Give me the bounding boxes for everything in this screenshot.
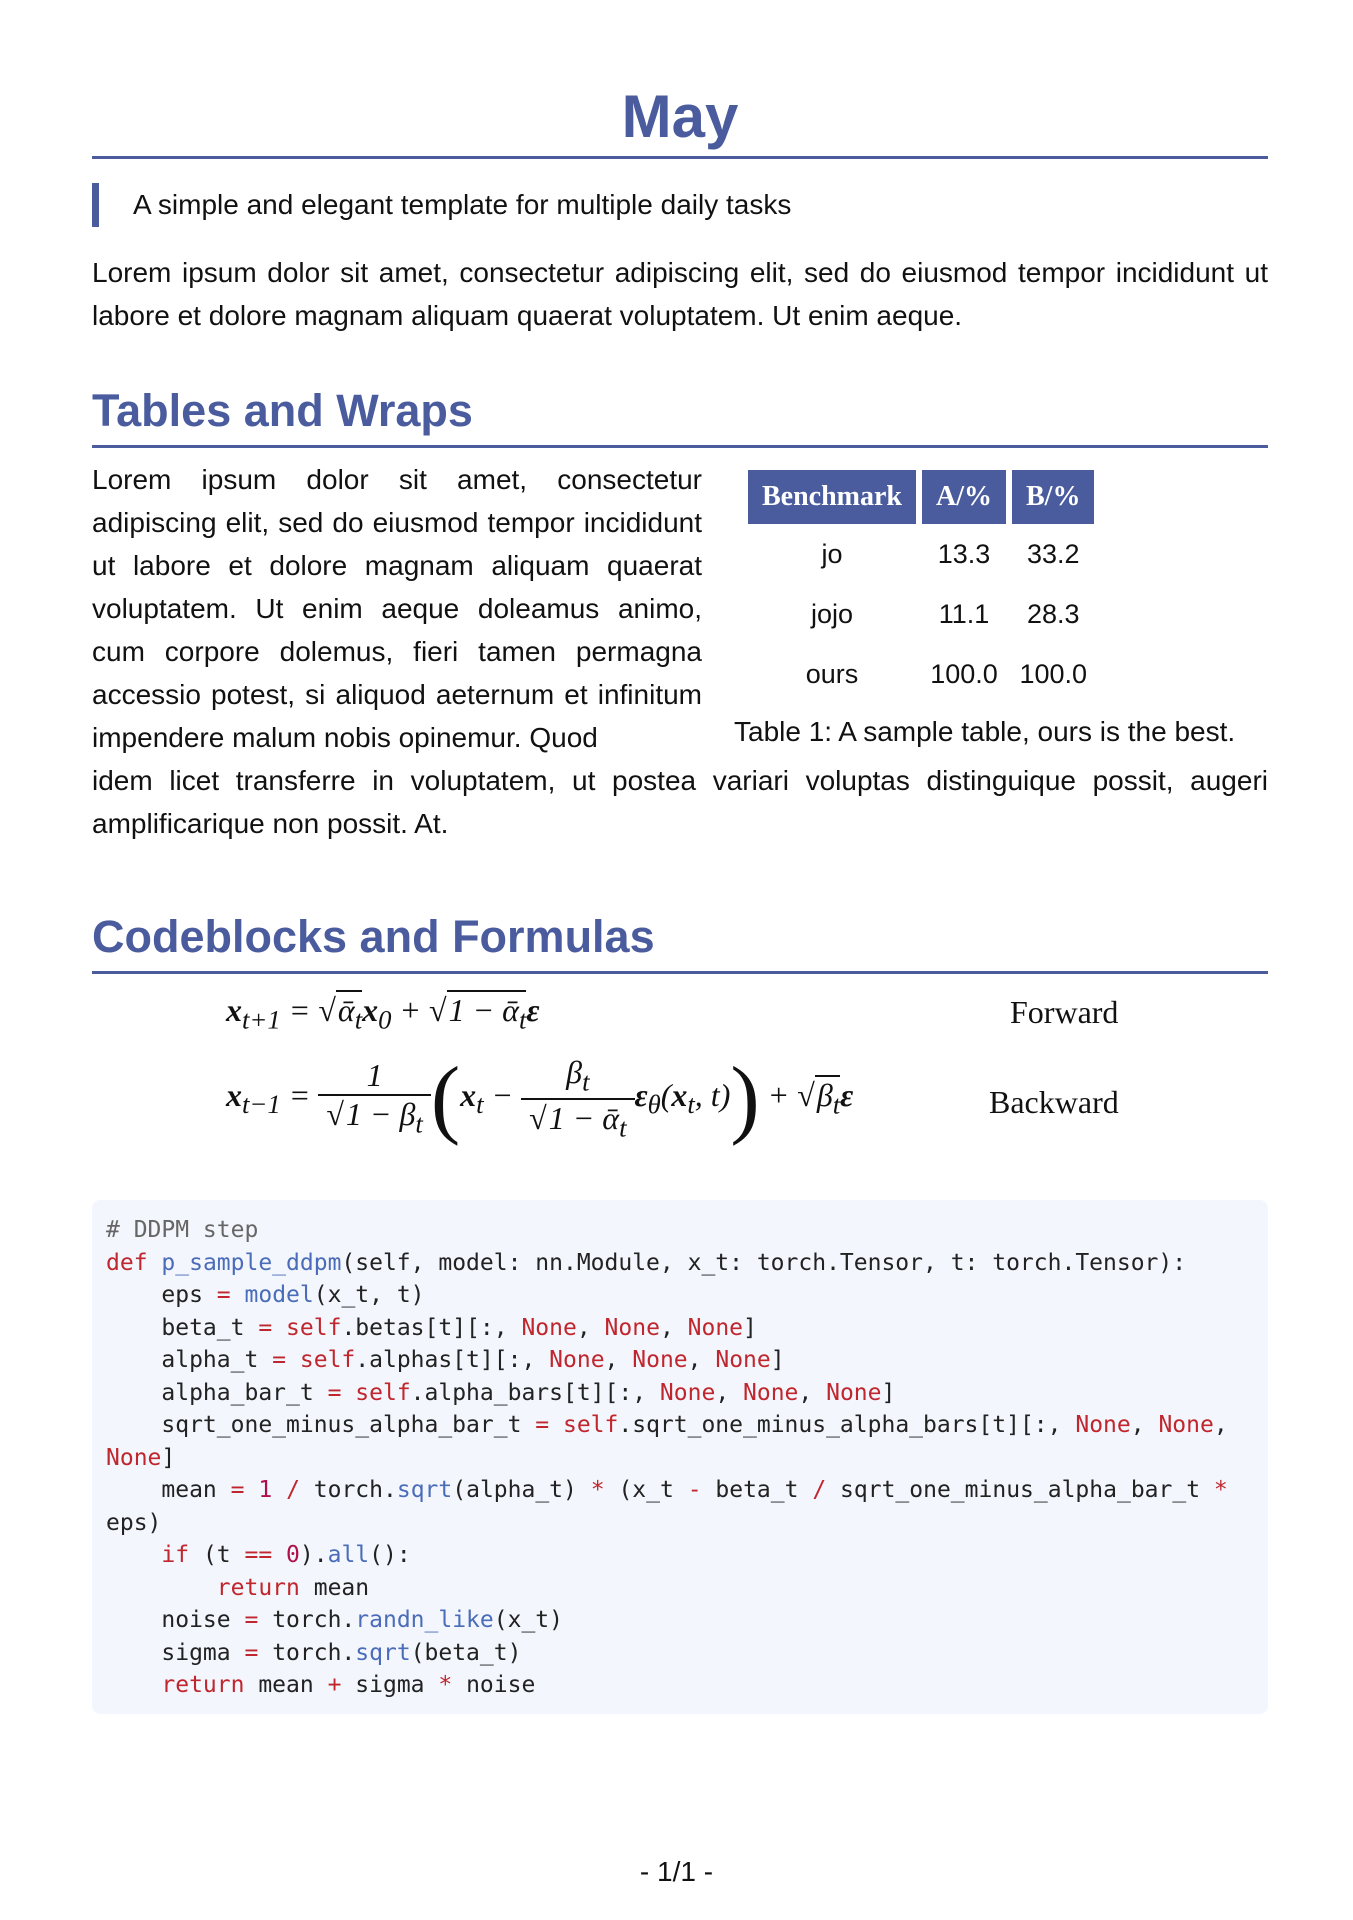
- sample-table: [742, 470, 1100, 704]
- wrap-paragraph-tail: idem licet transferre in voluptatem, ut postea variari voluptas distinguique possit, augeri amplificarique non possit. At.: [92, 765, 1268, 839]
- table-caption: Table 1: A sample table, ours is the best.: [734, 716, 1236, 747]
- intro-paragraph: Lorem ipsum dolor sit amet, consectetur adipiscing elit, sed do eiusmod tempor incididunt ut labore et dolore magnam aliquam quaerat voluptatem. Ut enim aeque.: [92, 257, 1268, 331]
- table-header: B/%: [1012, 470, 1094, 524]
- page: [92, 0, 1268, 1714]
- table-cell: jojo: [810, 598, 854, 629]
- table-header: A/%: [922, 470, 1006, 524]
- section-heading-code: Codeblocks and Formulas: [92, 911, 655, 962]
- table-cell: 13.3: [937, 538, 991, 569]
- forward-equation: $x_{t+1}$ = $√ᾱ_tx_0 + √1$ − ᾱ$_t$ε: [226, 992, 540, 1035]
- table-row: [748, 524, 1094, 584]
- wrap-section: [92, 458, 1268, 867]
- table-cell: 100.0: [930, 658, 998, 689]
- table-cell: ours: [805, 658, 859, 689]
- section-rule: [92, 971, 1268, 974]
- section-heading-tables: Tables and Wraps: [92, 385, 473, 436]
- table-row: [748, 584, 1094, 644]
- subtitle: A simple and elegant template for multiple daily tasks: [92, 183, 1268, 227]
- section-rule: [92, 445, 1268, 448]
- table-row: [748, 644, 1094, 704]
- table-cell: 100.0: [1019, 658, 1088, 689]
- title-rule: [92, 156, 1268, 159]
- code-block: # DDPM step def p_sample_ddpm(self, model: nn.Module, x_t: torch.Tensor, t: torch.Tensor): eps = model(x_t, t) beta_t = self.betas[t][:, None, None, None] alpha_t = self.alphas[t][:, None, None, None] alpha_bar_t = self.alpha_bars[t][:, None, None, None] sqrt_one_minus_alpha_bar_t = self.sqrt_one_minus_alpha_bars[t][:, None, None, None] mean = 1 / torch.sqrt(alpha_t) * (x_t - beta_t / sqrt_one_minus_alpha_bar_t * eps) if (t == 0).all(): return mean noise = torch.randn_like(x_t) sigma = torch.sqrt(beta_t) return mean + sigma * noise: [92, 1200, 1268, 1714]
- table-cell: jo: [821, 538, 843, 569]
- forward-label: Forward: [1010, 994, 1119, 1030]
- page-title: May: [621, 83, 739, 150]
- backward-label: Backward: [989, 1084, 1119, 1120]
- sample-table-box: [742, 470, 1268, 704]
- table-cell: 33.2: [1026, 538, 1080, 569]
- wrap-paragraph: Lorem ipsum dolor sit amet, consectetur adipiscing elit, sed do eiusmod tempor incididunt ut labore et dolore magnam aliquam quaerat voluptatem. Ut enim aeque doleamus animo, cum corpore dolemus, fieri tamen permagna accessio potest, si aliquod aeternum et infinitum impendere malum nobis opinemur. Quod: [92, 464, 702, 753]
- table-cell: 28.3: [1026, 598, 1080, 629]
- code-comment: # DDPM step: [106, 1217, 259, 1243]
- table-header: Benchmark: [748, 470, 916, 524]
- page-footer: - 1/1 -: [639, 1856, 714, 1887]
- formula-block: [92, 986, 1268, 1186]
- table-cell: 11.1: [938, 598, 990, 629]
- backward-equation: $x_{t-1}$ = $\frac{1}{√1 - \beta_t}$ ($x_t$ − $\frac{\beta_t}{√1 - ᾱ_t}$ $\varepsilon_\theta(x_t$, $t)) + √\beta_t\varepsilon$: [226, 1050, 854, 1147]
